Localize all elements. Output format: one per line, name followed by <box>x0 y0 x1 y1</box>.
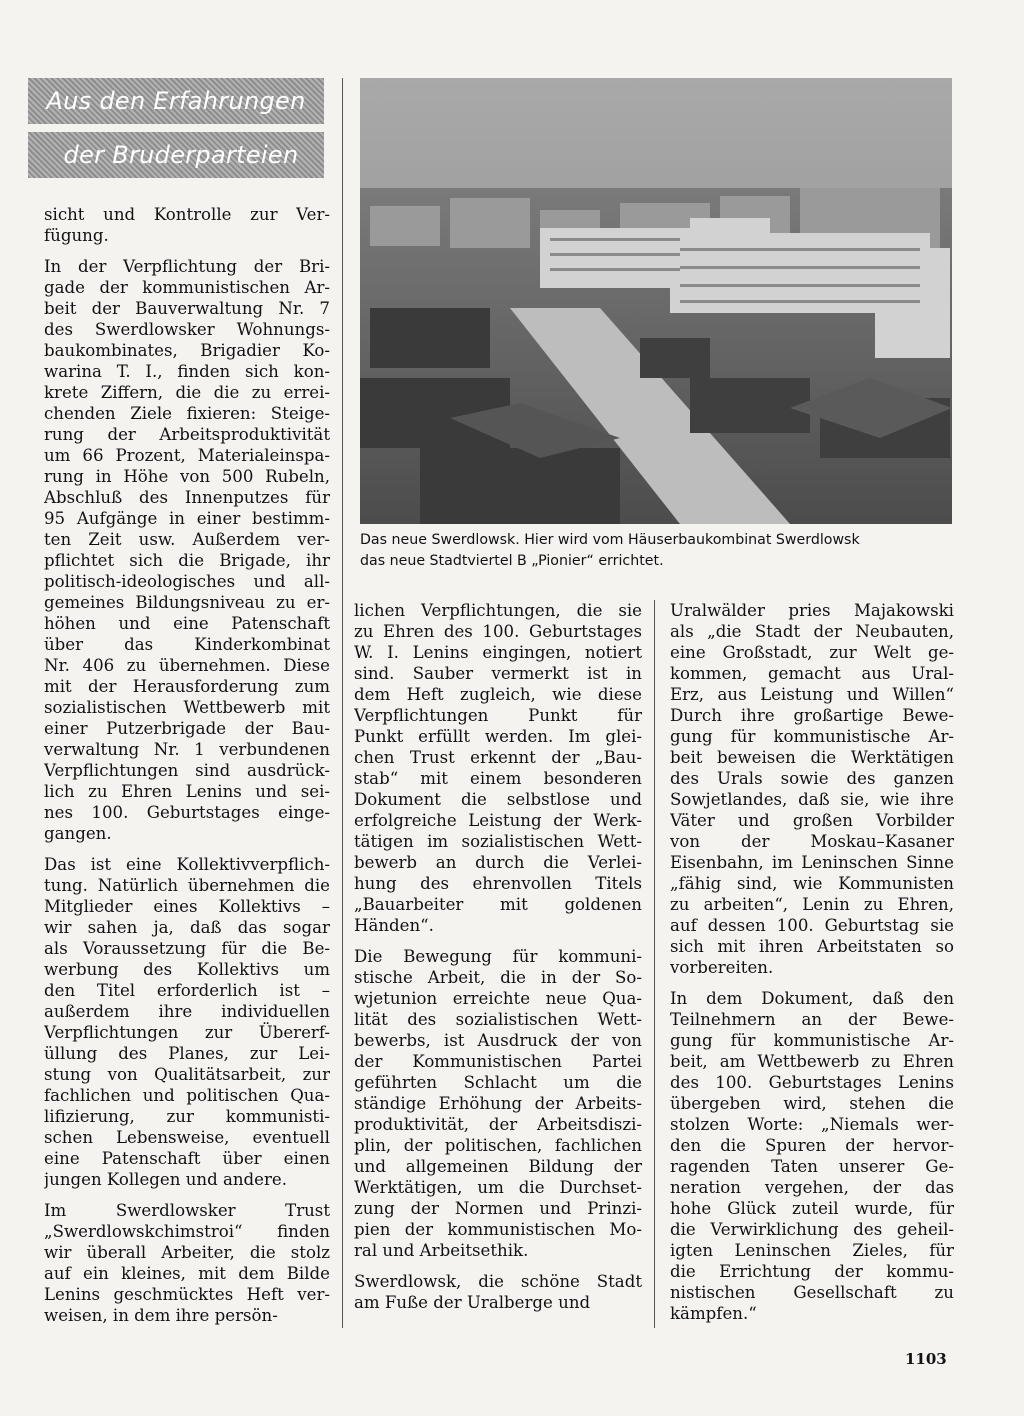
text-line: Verpflichtungen zur Übererf- <box>44 1023 330 1042</box>
page-number: 1103 <box>905 1350 947 1368</box>
text-line: lität des sozialistischen Wett- <box>354 1010 642 1029</box>
text-line: sind. Sauber vermerkt ist in <box>354 664 642 683</box>
text-line: auf ein kleines, mit dem Bilde <box>44 1264 330 1283</box>
city-photo <box>360 78 952 524</box>
paragraph <box>354 600 642 936</box>
text-line: mit der Herausforderung zum <box>44 677 330 696</box>
text-line: Erz, aus Leistung und Willen“ <box>670 685 954 704</box>
text-line: Lenins geschmücktes Heft ver- <box>44 1285 330 1304</box>
text-line: auf dessen 100. Geburtstag sie <box>670 916 954 935</box>
text-line: pflichtet sich die Brigade, ihr <box>44 551 330 570</box>
text-line: Teilnehmern an der Bewe- <box>670 1010 954 1029</box>
text-line: gemeines Bildungsniveau zu er- <box>44 593 330 612</box>
text-line: Punkt erfüllt werden. Im glei- <box>354 727 642 746</box>
text-line: Väter und großen Vorbilder <box>670 811 954 830</box>
text-line: plin, der politischen, fachlichen <box>354 1136 642 1155</box>
text-line: Swerdlowsk, die schöne Stadt <box>354 1272 642 1291</box>
text-line: als „die Stadt der Neubauten, <box>670 622 954 641</box>
text-line: krete Ziffern, die die zu errei- <box>44 383 330 402</box>
text-line: In dem Dokument, daß den <box>670 989 954 1008</box>
text-line: „fähig sind, wie Kommunisten <box>670 874 954 893</box>
text-line: politisch-ideologisches und all- <box>44 572 330 591</box>
text-line: Das ist eine Kollektivverpflich- <box>44 855 330 874</box>
text-line: bewerbs, ist Ausdruck der von <box>354 1031 642 1050</box>
text-line: pien der kommunistischen Mo- <box>354 1220 642 1239</box>
text-line: rung der Arbeitsproduktivität <box>44 425 330 444</box>
text-line: gangen. <box>44 824 112 843</box>
text-line: ragenden Taten unserer Ge- <box>670 1157 954 1176</box>
text-line: gung für kommunistische Ar- <box>670 1031 954 1050</box>
text-line: warina T. I., finden sich kon- <box>44 362 330 381</box>
text-line: schen Lebensweise, eventuell <box>44 1128 330 1147</box>
text-line: beit, am Wettbewerb zu Ehren <box>670 1052 954 1071</box>
text-line: fügung. <box>44 226 109 245</box>
text-line: den die Spuren der hervor- <box>670 1136 954 1155</box>
text-line: beit der Bauverwaltung Nr. 7 <box>44 299 330 318</box>
text-line: hohe Glück zuteil wurde, für <box>670 1199 954 1218</box>
text-line: neration vergehen, der das <box>670 1178 954 1197</box>
text-line: wjetunion erreichte neue Qua- <box>354 989 642 1008</box>
text-line: lichen Verpflichtungen, die sie <box>354 601 642 620</box>
text-line: ständige Erhöhung der Arbeits- <box>354 1094 642 1113</box>
text-line: nes 100. Geburtstages einge- <box>44 803 330 822</box>
text-line: und allgemeinen Bildung der <box>354 1157 642 1176</box>
text-line: beit beweisen die Werktätigen <box>670 748 954 767</box>
text-line: stab“ mit einem besonderen <box>354 769 642 788</box>
text-column-2 <box>354 600 642 1323</box>
text-line: Händen“. <box>354 916 434 935</box>
text-line: stolzen Worte: „Niemals wer- <box>670 1115 954 1134</box>
text-line: zung der Normen und Prinzi- <box>354 1199 642 1218</box>
text-column-1 <box>44 204 330 1336</box>
text-line: Verpflichtungen sind ausdrück- <box>44 761 330 780</box>
text-line: eine Großstadt, zur Welt ge- <box>670 643 954 662</box>
text-column-3 <box>670 600 954 1334</box>
text-line: über das Kinderkombinat <box>44 635 330 654</box>
paragraph <box>44 204 330 246</box>
text-line: werbung des Kollektivs um <box>44 960 330 979</box>
text-line: des Urals sowie des ganzen <box>670 769 954 788</box>
text-line: chenden Ziele fixieren: Steige- <box>44 404 330 423</box>
text-line: Werktätigen, um die Durchset- <box>354 1178 642 1197</box>
text-line: zu arbeiten“, Lenin zu Ehren, <box>670 895 954 914</box>
text-line: bewerb an durch die Verlei- <box>354 853 642 872</box>
paragraph <box>354 946 642 1261</box>
text-line: chen Trust erkennt der „Bau- <box>354 748 642 767</box>
column-divider <box>654 600 655 1328</box>
text-line: stung von Qualitätsarbeit, zur <box>44 1065 330 1084</box>
text-line: ral und Arbeitsethik. <box>354 1241 529 1260</box>
paragraph <box>44 256 330 844</box>
text-line: tätigen im sozialistischen Wett- <box>354 832 642 851</box>
text-line: dem Heft zugleich, wie diese <box>354 685 642 704</box>
text-line: 95 Aufgänge in einer bestimm- <box>44 509 330 528</box>
text-line: geführten Schlacht um die <box>354 1073 642 1092</box>
paragraph <box>44 854 330 1190</box>
text-line: ten Zeit usw. Außerdem ver- <box>44 530 330 549</box>
text-line: Im Swerdlowsker Trust <box>44 1201 330 1220</box>
text-line: die Errichtung der kommu- <box>670 1262 954 1281</box>
text-line: außerdem ihre individuellen <box>44 1002 330 1021</box>
text-line: fachlichen und politischen Qua- <box>44 1086 330 1105</box>
text-line: sozialistischen Wettbewerb mit <box>44 698 330 717</box>
text-line: verwaltung Nr. 1 verbundenen <box>44 740 330 759</box>
text-line: nistischen Gesellschaft zu <box>670 1283 954 1302</box>
text-line: vorbereiten. <box>670 958 774 977</box>
text-line: gade der kommunistischen Ar- <box>44 278 330 297</box>
city-photo-illustration <box>360 78 952 524</box>
photo-caption <box>360 530 960 572</box>
text-line: eine Patenschaft über einen <box>44 1149 330 1168</box>
text-line: Mitglieder eines Kollektivs – <box>44 897 330 916</box>
text-line: „Bauarbeiter mit goldenen <box>354 895 642 914</box>
paragraph <box>670 988 954 1324</box>
text-line: die Verwirklichung des geheil- <box>670 1220 954 1239</box>
paragraph <box>44 1200 330 1326</box>
text-line: der Kommunistischen Partei <box>354 1052 642 1071</box>
text-line: kämpfen.“ <box>670 1304 757 1323</box>
text-line: W. I. Lenins eingingen, notiert <box>354 643 642 662</box>
text-line: Nr. 406 zu übernehmen. Diese <box>44 656 330 675</box>
text-line: sicht und Kontrolle zur Ver- <box>44 205 330 224</box>
text-line: erfolgreiche Leistung der Werk- <box>354 811 642 830</box>
text-line: Dokument die selbstlose und <box>354 790 642 809</box>
text-line: Eisenbahn, im Leninschen Sinne <box>670 853 954 872</box>
text-line: stische Arbeit, die in der So- <box>354 968 642 987</box>
text-line: kommen, gemacht aus Ural- <box>670 664 954 683</box>
text-line: wir sahen ja, daß das sogar <box>44 918 330 937</box>
text-line: hung des ehrenvollen Titels <box>354 874 642 893</box>
text-line: einer Putzerbrigade der Bau- <box>44 719 330 738</box>
text-line: sich mit ihren Arbeitstaten so <box>670 937 954 956</box>
text-line: übergeben wird, stehen die <box>670 1094 954 1113</box>
text-line: um 66 Prozent, Materialeinspa- <box>44 446 330 465</box>
text-line: höhen und eine Patenschaft <box>44 614 330 633</box>
text-line: igten Leninschen Zieles, für <box>670 1241 954 1260</box>
text-line: Die Bewegung für kommuni- <box>354 947 642 966</box>
text-line: gung für kommunistische Ar- <box>670 727 954 746</box>
caption-line: Das neue Swerdlowsk. Hier wird vom Häuserbaukombinat Swerdlowsk <box>360 532 860 548</box>
text-line: tung. Natürlich übernehmen die <box>44 876 330 895</box>
text-line: Durch ihre großartige Bewe- <box>670 706 954 725</box>
text-line: des 100. Geburtstages Lenins <box>670 1073 954 1092</box>
text-line: lich zu Ehren Lenins und sei- <box>44 782 330 801</box>
text-line: In der Verpflichtung der Bri- <box>44 257 330 276</box>
text-line: produktivität, der Arbeitsdiszi- <box>354 1115 642 1134</box>
text-line: den Titel erforderlich ist – <box>44 981 330 1000</box>
text-line: „Swerdlowskchimstroi“ finden <box>44 1222 330 1241</box>
text-line: zu Ehren des 100. Geburtstages <box>354 622 642 641</box>
text-line: Abschluß des Innenputzes für <box>44 488 330 507</box>
text-line: als Voraussetzung für die Be- <box>44 939 330 958</box>
text-line: üllung des Planes, zur Lei- <box>44 1044 330 1063</box>
text-line: von der Moskau–Kasaner <box>670 832 954 851</box>
section-banner-line-1: Aus den Erfahrungen <box>28 78 324 124</box>
text-line: baukombinates, Brigadier Ko- <box>44 341 330 360</box>
text-line: Sowjetlandes, daß sie, wie ihre <box>670 790 954 809</box>
text-line: wir überall Arbeiter, die stolz <box>44 1243 330 1262</box>
text-line: weisen, in dem ihre persön- <box>44 1306 278 1325</box>
text-line: Uralwälder pries Majakowski <box>670 601 954 620</box>
paragraph <box>670 600 954 978</box>
section-banner-line-2: der Bruderparteien <box>28 132 324 178</box>
paragraph <box>354 1271 642 1313</box>
text-line: des Swerdlowsker Wohnungs- <box>44 320 330 339</box>
text-line: rung in Höhe von 500 Rubeln, <box>44 467 330 486</box>
text-line: lifizierung, zur kommunisti- <box>44 1107 330 1126</box>
column-divider <box>342 78 343 1328</box>
text-line: Verpflichtungen Punkt für <box>354 706 642 725</box>
text-line: am Fuße der Uralberge und <box>354 1293 591 1312</box>
caption-line: das neue Stadtviertel B „Pionier“ errichtet. <box>360 553 664 569</box>
text-line: jungen Kollegen und andere. <box>44 1170 288 1189</box>
